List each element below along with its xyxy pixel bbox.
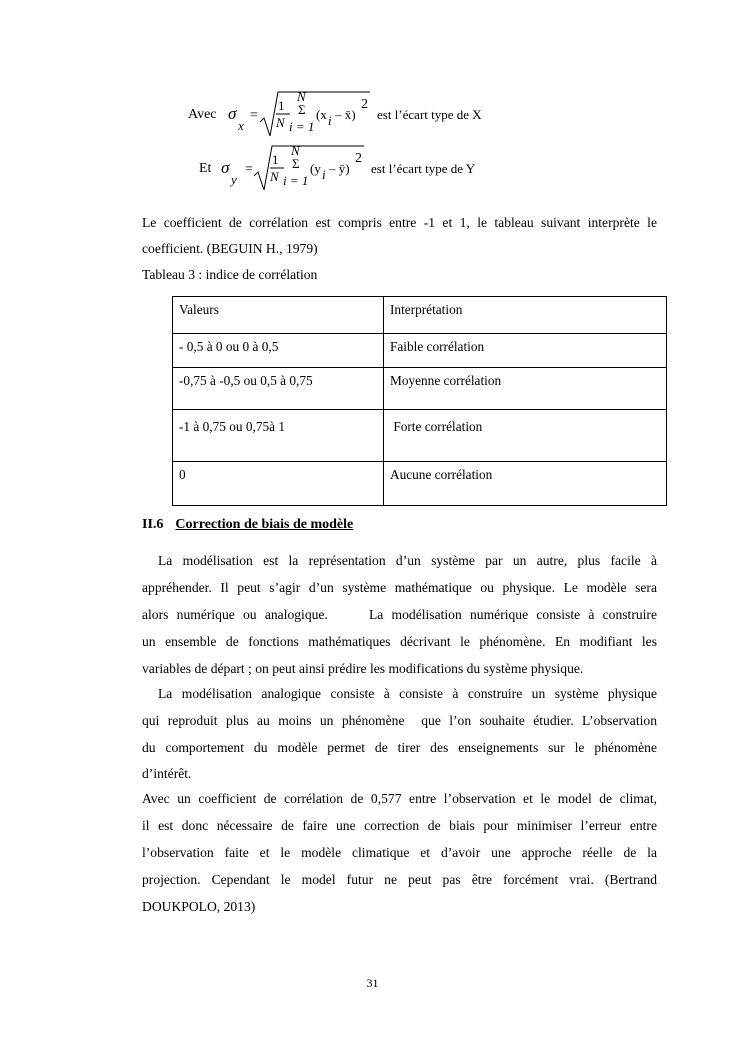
table-row — [173, 368, 667, 410]
term-rest: – ȳ) — [329, 161, 350, 176]
term-rest: – x̄) — [335, 107, 356, 122]
sigma-subscript: x — [238, 118, 244, 133]
body-line: il est donc nécessaire de faire une correction de biais pour minimiser l’erreur entre — [142, 818, 657, 833]
page-number: 31 — [366, 976, 379, 990]
formula-lead-avec: Avec — [188, 107, 217, 122]
sigma-subscript: y — [231, 172, 237, 187]
table-cell: -1 à 0,75 ou 0,75à 1 — [173, 410, 384, 462]
table-caption: Tableau 3 : indice de corrélation — [142, 267, 318, 282]
sigma-symbol: σ — [228, 104, 237, 123]
fraction-numerator: 1 — [278, 98, 285, 113]
fraction-numerator: 1 — [272, 152, 279, 167]
table-cell: Moyenne corrélation — [384, 368, 667, 410]
section-number: II.6 — [142, 517, 164, 532]
table-cell: Faible corrélation — [384, 334, 667, 368]
term-open: (x — [316, 107, 327, 122]
body-line: un ensemble de fonctions mathématiques décrivant le phénomène. En modifiant les — [142, 634, 657, 649]
body-line: qui reproduit plus au moins un phénomène que l’on souhaite étudier. L’observation — [142, 713, 657, 728]
sum-upper-limit: N — [297, 89, 306, 104]
body-line: DOUKPOLO, 2013) — [142, 899, 256, 914]
intro-line-1: Le coefficient de corrélation est compris entre -1 et 1, le tableau suivant interprète le — [142, 215, 657, 230]
equals-sign: = — [245, 162, 253, 177]
equals-sign: = — [250, 108, 258, 123]
term-subscript: i — [328, 113, 332, 128]
table-header-cell: Interprétation — [384, 297, 667, 334]
section-title: Correction de biais de modèle — [175, 517, 354, 532]
formula-lead-et: Et — [199, 161, 212, 176]
table-cell: Aucune corrélation — [384, 462, 667, 506]
table-cell: Forte corrélation — [384, 410, 667, 462]
table-cell: -0,75 à -0,5 ou 0,5 à 0,75 — [173, 368, 384, 410]
body-line: projection. Cependant le model futur ne peut pas être forcément vrai. (Bertrand — [142, 872, 657, 887]
table-row — [173, 334, 667, 368]
sigma-symbol: σ — [221, 158, 230, 177]
sum-icon: Σ — [298, 102, 306, 117]
term-open: (y — [310, 161, 321, 176]
body-line: d’intérêt. — [142, 766, 192, 781]
body-line: La modélisation est la représentation d’un système par un autre, plus facile à — [158, 553, 657, 568]
sum-icon: Σ — [292, 156, 300, 171]
body-line: appréhender. Il peut s’agir d’un système mathématique ou physique. Le modèle sera — [142, 580, 657, 595]
table-row — [173, 410, 667, 462]
body-line: alors numérique ou analogique. La modélisation numérique consiste à construire — [142, 607, 657, 622]
body-line: l’observation faite et le modèle climatique et d’avoir une approche réelle de la — [142, 845, 657, 860]
correlation-table — [172, 296, 667, 506]
table-cell: - 0,5 à 0 ou 0 à 0,5 — [173, 334, 384, 368]
body-line: La modélisation analogique consiste à consiste à construire un système physique — [158, 686, 657, 701]
table-header-row — [173, 297, 667, 334]
table-cell: 0 — [173, 462, 384, 506]
sum-upper-limit: N — [291, 143, 300, 158]
sum-lower-limit: i = 1 — [289, 119, 315, 134]
fraction-denominator: N — [276, 115, 285, 130]
body-line: du comportement du modèle permet de tirer des enseignements sur le phénomène — [142, 740, 657, 755]
term-power: 2 — [355, 151, 362, 166]
table-header-cell: Valeurs — [173, 297, 384, 334]
formula-description: est l’écart type de Y — [371, 161, 476, 176]
term-power: 2 — [361, 97, 368, 112]
fraction-denominator: N — [270, 169, 279, 184]
body-line: variables de départ ; on peut ainsi prédire les modifications du système physique. — [142, 661, 584, 676]
term-subscript: i — [322, 167, 326, 182]
sum-lower-limit: i = 1 — [283, 173, 309, 188]
intro-line-2: coefficient. (BEGUIN H., 1979) — [142, 241, 318, 256]
body-line: Avec un coefficient de corrélation de 0,577 entre l’observation et le model de climat, — [142, 791, 657, 806]
section-heading — [142, 517, 353, 533]
formula-description: est l’écart type de X — [377, 107, 482, 122]
table-row — [173, 462, 667, 506]
